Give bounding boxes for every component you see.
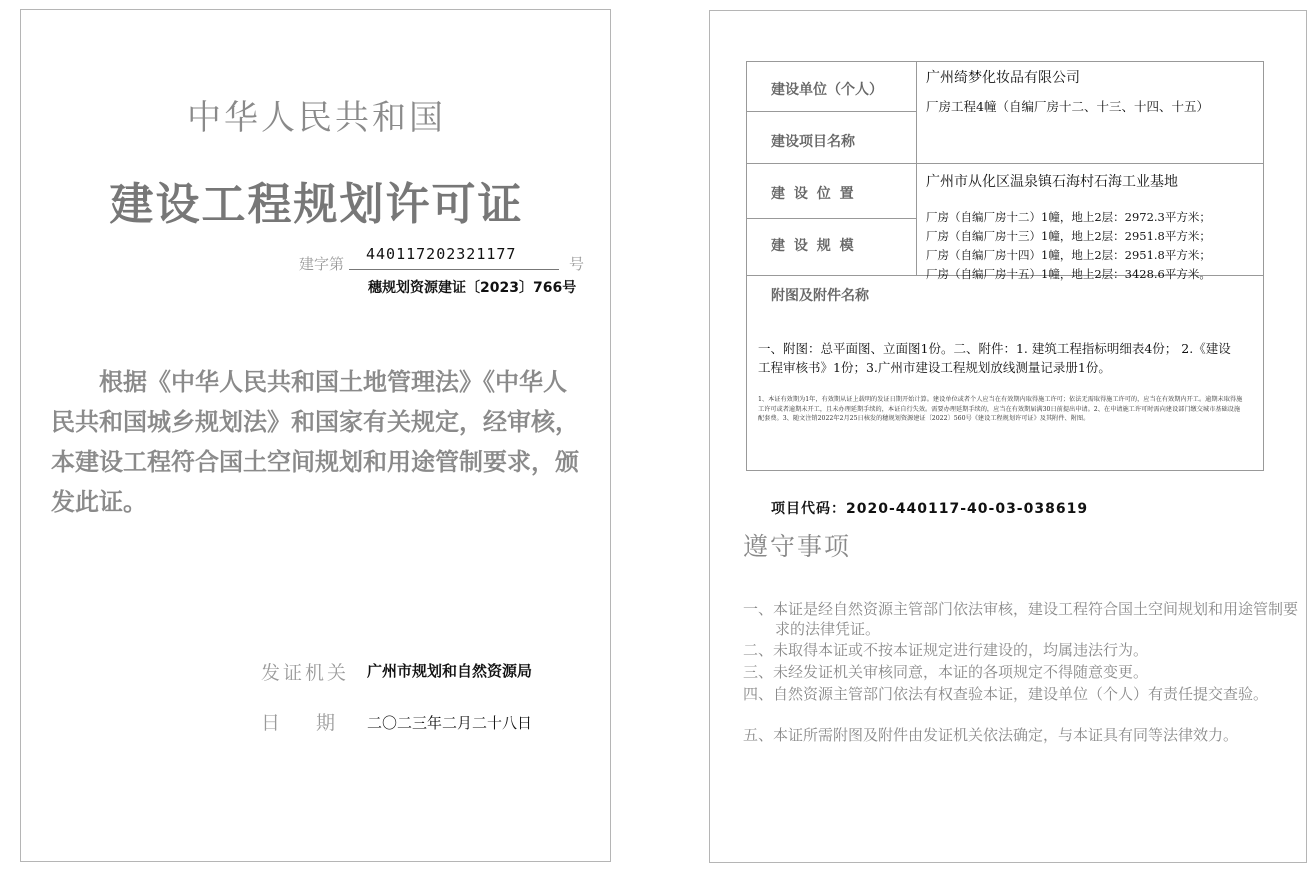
project-code-value: 2020-440117-40-03-038619 <box>846 501 1089 517</box>
project-name-label: 建设项目名称 <box>771 134 855 150</box>
observe-item: 一、本证是经自然资源主管部门依法审核，建设工程符合国土空间规划和用途管制要求的法律凭证。 <box>743 600 1299 638</box>
issuer-value: 广州市规划和自然资源局 <box>367 662 533 680</box>
observe-item: 四、自然资源主管部门依法有权查验本证，建设单位（个人）有责任提交查验。 <box>743 685 1269 703</box>
table-column-divider <box>916 61 917 275</box>
certificate-front-page <box>20 9 611 862</box>
cert-reference: 穗规划资源建证〔2023〕766号 <box>368 280 577 296</box>
cert-number-prefix: 建字第 <box>299 255 345 273</box>
cert-number-underline <box>349 269 559 270</box>
date-value: 二〇二三年二月二十八日 <box>367 714 533 732</box>
table-row-divider <box>746 163 1264 164</box>
scale-line: 厂房（自编厂房十三）1幢，地上2层：2951.8平方米； <box>926 229 1211 243</box>
cert-number: 440117202321177 <box>366 245 517 263</box>
location-label: 建 设 位 置 <box>771 186 856 202</box>
scale-line: 厂房（自编厂房十五）1幢，地上2层：3428.6平方米。 <box>926 267 1211 281</box>
observe-item: 三、未经发证机关审核同意，本证的各项规定不得随意变更。 <box>743 663 1149 681</box>
observe-title: 遵守事项 <box>743 532 852 561</box>
date-label: 日期 <box>261 712 372 734</box>
notes-fine-print: 1、本证有效期为1年，有效期从证上载明的发证日期开始计算。建设单位或者个人应当在有效期内取得施工许可；依法无需取得施工许可的，应当在有效期内开工。逾期未取得施工许可或者逾期未开工，且未办理延期手续的，本证自行失效。需要办理延期手续的，应当在有效期届满30日前提出申请。2、在申请施工许可时需向建设部门缴交城市基础设施配套费。3、随文注销2022年2月25日核发的穗规划资源建证〔2022〕560号《建设工程规划许可证》及其附件、附图。 <box>758 396 1243 423</box>
construction-unit-value: 广州绮梦化妆品有限公司 <box>926 70 1080 86</box>
observe-item: 五、本证所需附图及附件由发证机关依法确定，与本证具有同等法律效力。 <box>743 726 1239 744</box>
scale-line: 厂房（自编厂房十二）1幢，地上2层：2972.3平方米； <box>926 210 1211 224</box>
project-code-label: 项目代码： <box>771 501 846 517</box>
scale-line: 厂房（自编厂房十四）1幢，地上2层：2951.8平方米； <box>926 248 1211 262</box>
attachments-label: 附图及附件名称 <box>771 288 869 304</box>
cert-number-suffix: 号 <box>569 255 585 273</box>
scale-values <box>926 208 1211 284</box>
construction-unit-label: 建设单位（个人） <box>771 82 883 98</box>
observe-item: 二、未取得本证或不按本证规定进行建设的，均属违法行为。 <box>743 641 1149 659</box>
table-row-divider <box>746 218 917 219</box>
certificate-title: 建设工程规划许可证 <box>109 179 524 230</box>
scale-label: 建 设 规 模 <box>771 238 856 254</box>
project-name-value: 厂房工程4幢（自编厂房十二、十三、十四、十五） <box>926 99 1209 114</box>
country-name: 中华人民共和国 <box>187 98 446 138</box>
issuer-label: 发证机关 <box>261 662 350 684</box>
table-row-divider <box>746 111 917 112</box>
certificate-body-text: 根据《中华人民共和国土地管理法》《中华人民共和国城乡规划法》和国家有关规定，经审核，本建设工程符合国土空间规划和用途管制要求，颁发此证。 <box>51 368 579 516</box>
location-value: 广州市从化区温泉镇石海村石海工业基地 <box>926 174 1178 190</box>
project-code <box>771 498 1088 518</box>
attachments-value: 一、附图：总平面图、立面图1份。二、附件：1. 建筑工程指标明细表4份； 2.《建设工程审核书》1份；3.广州市建设工程规划放线测量记录册1份。 <box>758 341 1231 375</box>
certificate-detail-page <box>709 10 1307 863</box>
